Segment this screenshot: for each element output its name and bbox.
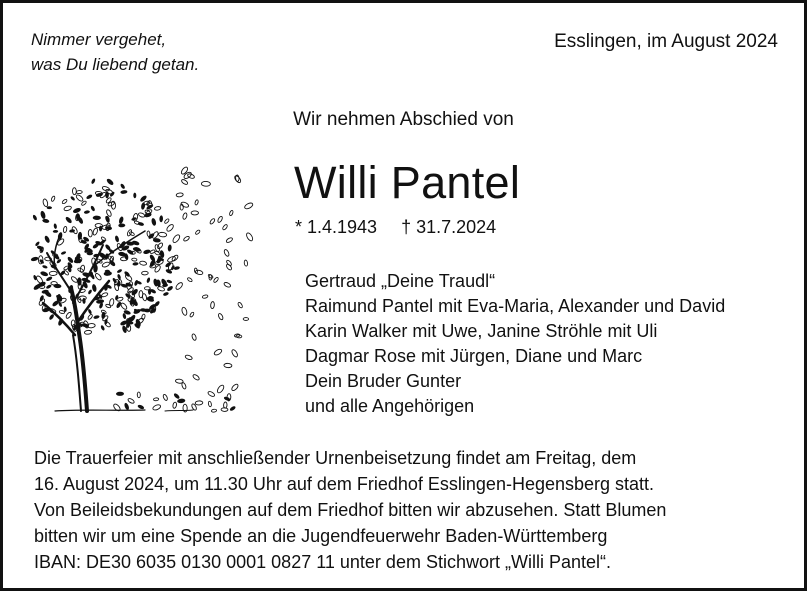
motto-line-1: Nimmer vergehet, xyxy=(31,30,167,49)
ceremony-line: 16. August 2024, um 11.30 Uhr auf dem Friedhof Esslingen-Hegensberg statt. xyxy=(34,474,655,494)
mourner-line: Raimund Pantel mit Eva-Maria, Alexander und David xyxy=(305,296,726,316)
ceremony-line: Von Beileidsbekundungen auf dem Friedhof bitten wir abzusehen. Statt Blumen xyxy=(34,500,667,520)
life-dates xyxy=(295,214,496,240)
birth-date: * 1.4.1943 xyxy=(295,217,378,237)
motto-quote xyxy=(31,27,199,77)
mourner-line: Karin Walker mit Uwe, Janine Ströhle mit Uli xyxy=(305,321,658,341)
ceremony-details xyxy=(34,445,666,575)
wind-blown-tree-illustration xyxy=(25,153,255,423)
place-date: Esslingen, im August 2024 xyxy=(554,31,778,52)
farewell-intro: Wir nehmen Abschied von xyxy=(293,109,514,130)
motto-line-2: was Du liebend getan. xyxy=(31,55,200,74)
mourners-list xyxy=(305,269,725,419)
ceremony-line: bitten wir um eine Spende an die Jugendfeuerwehr Baden-Württemberg xyxy=(34,526,608,546)
deceased-name: Willi Pantel xyxy=(294,157,521,208)
death-date: † 31.7.2024 xyxy=(401,217,497,237)
mourner-line: und alle Angehörigen xyxy=(305,396,475,416)
ceremony-line: Die Trauerfeier mit anschließender Urnenbeisetzung findet am Freitag, dem xyxy=(34,448,637,468)
mourner-line: Dein Bruder Gunter xyxy=(305,371,462,391)
ceremony-line: IBAN: DE30 6035 0130 0001 0827 11 unter dem Stichwort „Willi Pantel“. xyxy=(34,552,611,572)
mourner-line: Gertraud „Deine Traudl“ xyxy=(305,271,496,291)
mourner-line: Dagmar Rose mit Jürgen, Diane und Marc xyxy=(305,346,643,366)
leaf-cluster xyxy=(30,166,253,412)
